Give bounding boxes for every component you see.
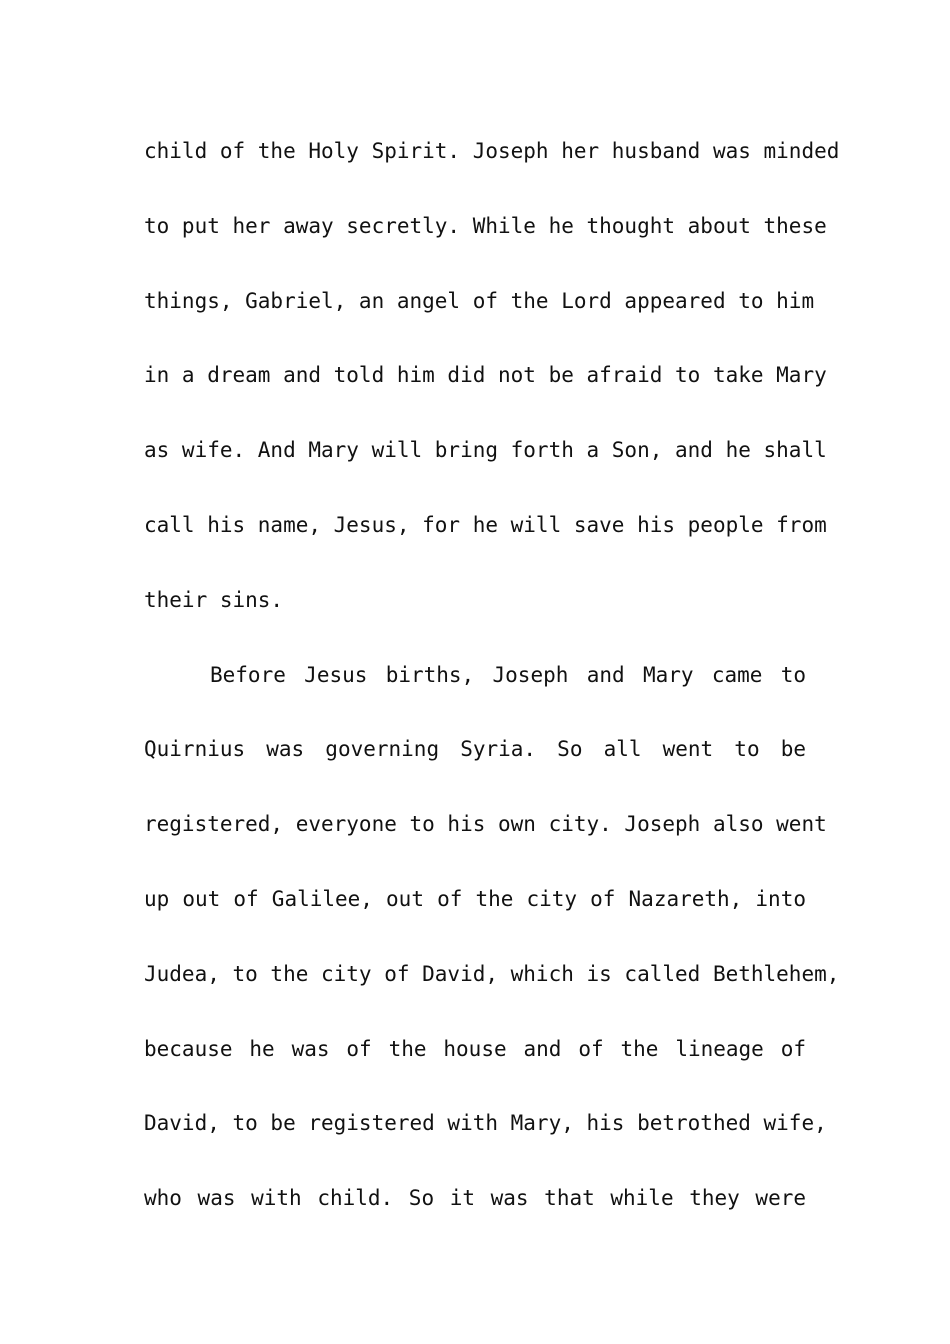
text-line: things, Gabriel, an angel of the Lord appeared to him: [144, 288, 815, 313]
text-line: Judea, to the city of David, which is called Bethlehem,: [144, 961, 840, 986]
text-line: Quirnius was governing Syria. So all went to be: [144, 737, 806, 762]
text-line: as wife. And Mary will bring forth a Son, and he shall: [144, 438, 827, 463]
text-line: registered, everyone to his own city. Joseph also went: [144, 812, 827, 837]
text-line: who was with child. So it was that while they were: [144, 1186, 806, 1211]
text-line: to put her away secretly. While he thought about these: [144, 213, 827, 238]
text-line: up out of Galilee, out of the city of Nazareth, into: [144, 886, 806, 911]
paragraph-end-line: their sins.: [144, 587, 284, 612]
paragraph-start-line: Before Jesus births, Joseph and Mary came to: [210, 662, 806, 687]
document-body: [144, 114, 840, 1236]
text-line: David, to be registered with Mary, his betrothed wife,: [144, 1111, 827, 1136]
text-line: because he was of the house and of the lineage of: [144, 1036, 806, 1061]
text-line: in a dream and told him did not be afraid to take Mary: [144, 363, 827, 388]
text-line: child of the Holy Spirit. Joseph her husband was minded: [144, 139, 840, 163]
text-line: call his name, Jesus, for he will save his people from: [144, 512, 827, 537]
